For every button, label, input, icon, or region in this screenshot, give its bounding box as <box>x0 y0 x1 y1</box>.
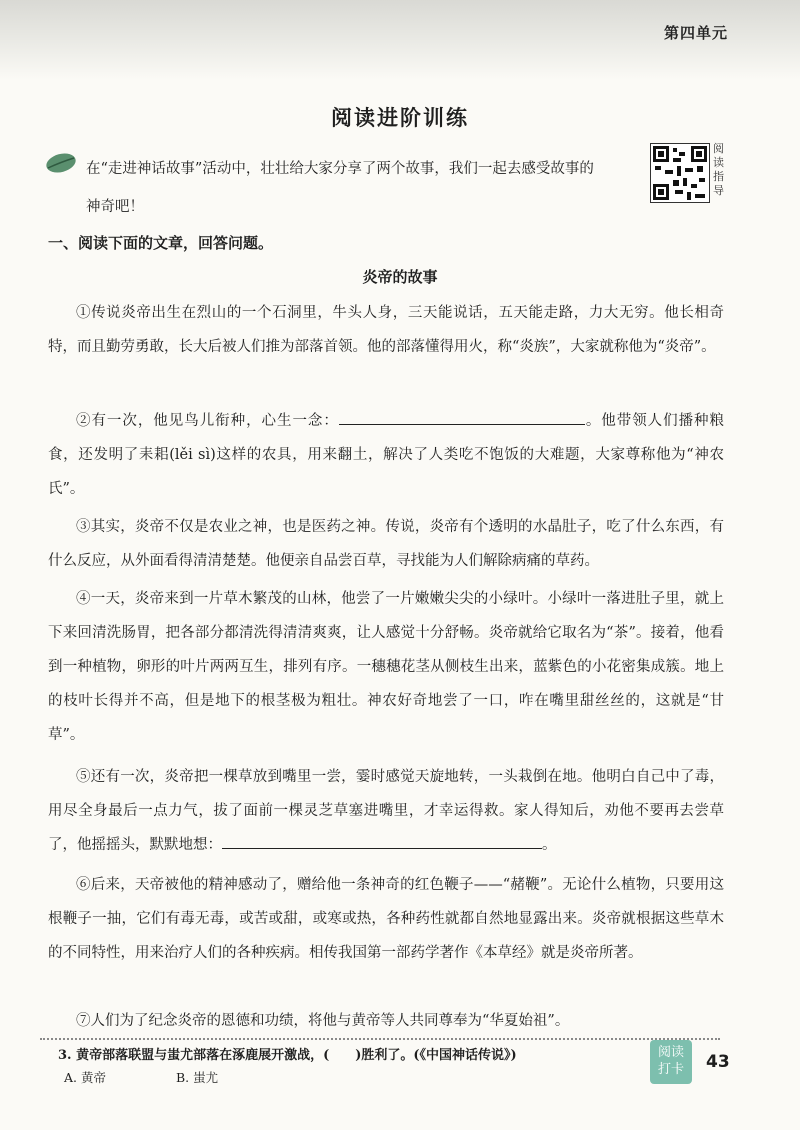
section-heading: 一、阅读下面的文章，回答问题。 <box>48 234 274 252</box>
paragraph-2-text-b: 。他带领人们播种粮食，还发明了耒耜(lěi sì)这样的农具，用来翻土，解决了人类吃不饱饭的大难题，大家尊称他为“神农氏”。 <box>48 413 725 497</box>
paragraph-1: ①传说炎帝出生在烈山的一个石洞里，牛头人身，三天能说话，五天能走路，力大无穷。他长相奇特，而且勤劳勇敢，长大后被人们推为部落首领。他的部落懂得用火，称“炎族”，大家就称他为“炎帝”。 <box>48 305 724 355</box>
option-b[interactable]: B. 蚩尤 <box>175 1070 219 1085</box>
paragraph-6: ⑥后来，天帝被他的精神感动了，赠给他一条神奇的红色鞭子——“赭鞭”。无论什么植物，只要用这根鞭子一抽，它们有毒无毒，或苦或甜，或寒或热，各种药性就都自然地显露出来。炎帝就根据这些草木的不同特性，用来治疗人们的各种疾病。相传我国第一部药学著作《本草经》就是炎帝所著。 <box>48 877 724 961</box>
paragraph-7: ⑦人们为了纪念炎帝的恩德和功绩，将他与黄帝等人共同尊奉为“华夏始祖”。 <box>76 1013 570 1029</box>
qr-code-icon[interactable] <box>650 143 710 203</box>
option-a[interactable]: A. 黄帝 <box>64 1070 106 1085</box>
paragraph-2 <box>48 404 724 506</box>
story-title: 炎帝的故事 <box>362 268 438 286</box>
paragraph-5-text-b: 。 <box>542 837 557 853</box>
options <box>64 1068 288 1086</box>
dotted-divider <box>40 1038 720 1040</box>
badge-line-1: 阅读 <box>657 1045 684 1060</box>
answer-blank-2[interactable] <box>222 830 542 849</box>
intro-line-1: 在“走进神话故事”活动中，壮壮给大家分享了两个故事，我们一起去感受故事的 <box>86 161 594 177</box>
paragraph-5-text-a: ⑤还有一次，炎帝把一棵草放到嘴里一尝，霎时感觉天旋地转，一头栽倒在地。他明白自己中了毒，用尽全身最后一点力气，拔了面前一棵灵芝草塞进嘴里，才幸运得救。家人得知后，劝他不要再去尝草了，他摇摇头，默默地想： <box>48 769 724 853</box>
reading-guide-label: 阅读指导 <box>713 142 724 197</box>
question-3: 3. 黄帝部落联盟与蚩尤部落在涿鹿展开激战，( )胜利了。(《中国神话传说》) <box>58 1048 517 1063</box>
leaf-icon <box>44 150 78 176</box>
paragraph-4: ④一天，炎帝来到一片草木繁茂的山林，他尝了一片嫩嫩尖尖的小绿叶。小绿叶一落进肚子里，就上下来回清洗肠胃，把各部分都清洗得清清爽爽，让人感觉十分舒畅。炎帝就给它取名为“茶”。接着，他看到一种植物，卵形的叶片两两互生，排列有序。一穗穗花茎从侧枝生出来，蓝紫色的小花密集成簇。地上的枝叶长得并不高，但是地下的根茎极为粗壮。神农好奇地尝了一口，咋在嘴里甜丝丝的，这就是“甘草”。 <box>48 591 724 743</box>
paragraph-2-text-a: ②有一次，他见鸟儿衔种，心生一念： <box>76 413 339 429</box>
paragraph-3: ③其实，炎帝不仅是农业之神，也是医药之神。传说，炎帝有个透明的水晶肚子，吃了什么东西，有什么反应，从外面看得清清楚楚。他便亲自品尝百草，寻找能为人们解除病痛的草药。 <box>48 519 724 569</box>
page-number: 43 <box>706 1052 730 1072</box>
intro-line-2: 神奇吧！ <box>86 199 144 215</box>
badge-line-2: 打卡 <box>657 1062 684 1077</box>
unit-tag: 第四单元 <box>663 24 728 42</box>
reading-checkin-badge[interactable] <box>650 1040 692 1084</box>
answer-blank-1[interactable] <box>339 406 585 425</box>
page-title: 阅读进阶训练 <box>331 106 469 130</box>
paragraph-5 <box>48 760 724 862</box>
intro-text <box>86 150 642 226</box>
